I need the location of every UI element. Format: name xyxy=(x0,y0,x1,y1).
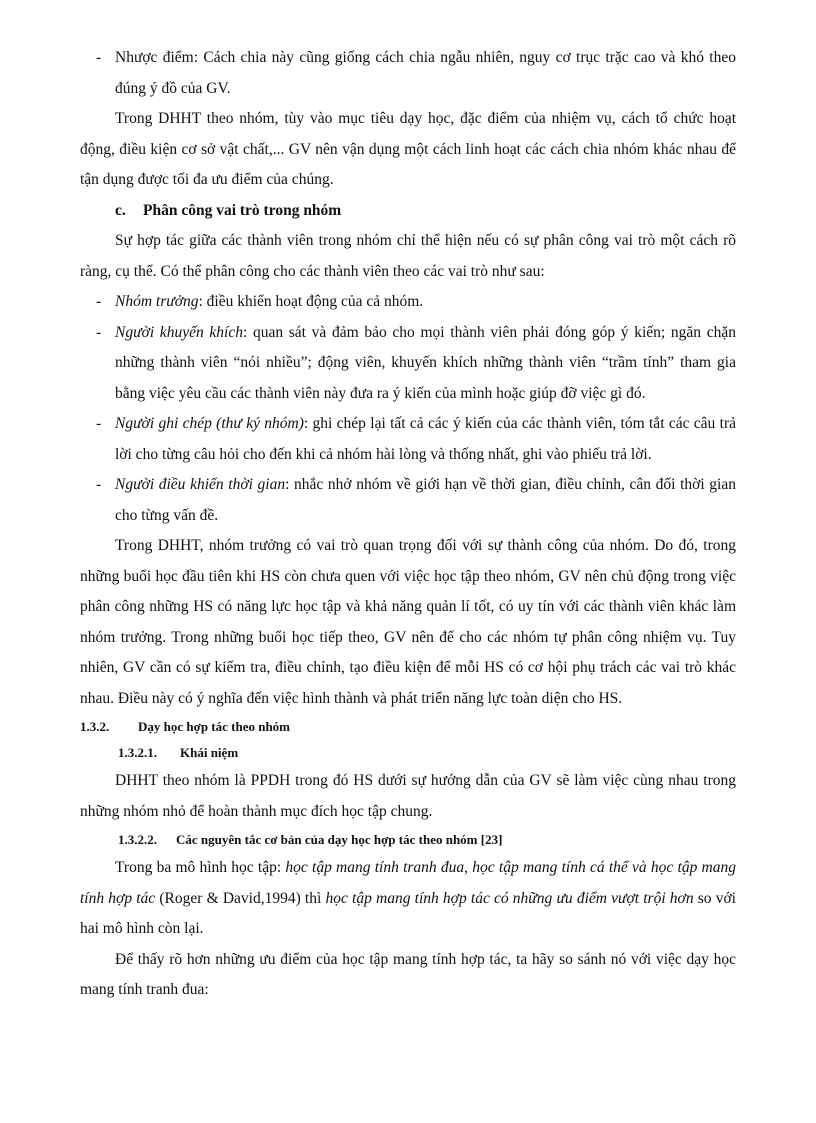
heading-1-3-2 xyxy=(80,714,736,740)
heading-title: Dạy học hợp tác theo nhóm xyxy=(138,719,291,734)
section-heading-c xyxy=(80,196,736,227)
bullet-dash: - xyxy=(96,323,102,341)
heading-number: 1.3.2.2. xyxy=(118,832,157,847)
role-item-leader xyxy=(80,287,736,318)
role-description: : ghi chép lại tất cả các ý kiến của các thành viên, tóm tắt các câu trả lời cho từng câu hỏi cho đến khi cả nhóm hài lòng và thống nhất, ghi vào phiếu trả lời. xyxy=(115,415,736,463)
heading-number: 1.3.2.1. xyxy=(118,745,157,760)
role-item-recorder xyxy=(80,409,736,470)
italic-run: học tập mang tính tranh đua, học tập mang tính cá thể và học tập mang tính hợp tác xyxy=(80,859,736,907)
text-run: so với hai mô hình còn lại. xyxy=(80,889,736,937)
role-description: : điều khiển hoạt động của cả nhóm. xyxy=(198,293,424,310)
role-name: Người khuyến khích xyxy=(115,323,243,341)
heading-title: Khái niệm xyxy=(180,745,239,760)
heading-1-3-2-1 xyxy=(80,740,736,766)
bullet-dash: - xyxy=(96,476,102,493)
bullet-dash: - xyxy=(96,293,102,310)
paragraph-group-leader: Trong DHHT, nhóm trưởng có vai trò quan trọng đối với sự thành công của nhóm. Do đó, trong những buổi học đầu tiên khi HS còn chưa quen với việc học tập theo nhóm, GV nên chủ động trong việc phân công những HS có năng lực học tập và khả năng quản lí tốt, có uy tín với các thành viên khác làm nhóm trưởng. Trong những buổi học tiếp theo, GV nên để cho các nhóm tự phân công nhiệm vụ. Tuy nhiên, GV cần có sự kiểm tra, điều chỉnh, tạo điều kiện để mỗi HS có cơ hội phụ trách các vai trò khác nhau. Điều này có ý nghĩa đến việc hình thành và phát triển năng lực toàn diện cho HS. xyxy=(80,537,736,707)
role-name: Nhóm trưởng xyxy=(115,293,199,310)
paragraph-group-division: Trong DHHT theo nhóm, tùy vào mục tiêu dạy học, đặc điểm của nhiệm vụ, cách tổ chức hoạt động, điều kiện cơ sở vật chất,... GV nên vận dụng một cách linh hoạt các cách chia nhóm khác nhau để tận dụng được tối đa ưu điểm của chúng. xyxy=(80,110,736,188)
heading-1-3-2-2 xyxy=(80,827,736,853)
role-description: : quan sát và đảm bảo cho mọi thành viên phải đóng góp ý kiến; ngăn chặn những thành viên “nói nhiều”; động viên, khuyến khích những thành viên “trầm tính” tham gia bằng việc yêu cầu các thành viên này đưa ra ý kiến của mình hoặc giúp đỡ việc gì đó. xyxy=(115,323,736,402)
paragraph-definition: DHHT theo nhóm là PPDH trong đó HS dưới sự hướng dẫn của GV sẽ làm việc cùng nhau trong những nhóm nhỏ để hoàn thành mục đích học tập chung. xyxy=(80,772,736,820)
text-run: Trong ba mô hình học tập: xyxy=(115,859,286,876)
bullet-dash: - xyxy=(96,415,102,432)
paragraph-role-assignment: Sự hợp tác giữa các thành viên trong nhóm chỉ thể hiện nếu có sự phân công vai trò một cách rõ ràng, cụ thể. Có thể phân công cho các thành viên theo các vai trò như sau: xyxy=(80,232,736,280)
italic-run: học tập mang tính hợp tác có những ưu điểm vượt trội hơn xyxy=(325,889,694,907)
paragraph-learning-models xyxy=(80,853,736,945)
section-title: Phân công vai trò trong nhóm xyxy=(143,201,342,219)
text-run: (Roger & David,1994) thì xyxy=(155,889,326,907)
role-name: Người ghi chép (thư ký nhóm) xyxy=(115,415,304,432)
document-page xyxy=(80,43,736,1006)
paragraph-comparison: Để thấy rõ hơn những ưu điểm của học tập mang tính hợp tác, ta hãy so sánh nó với việc dạy học mang tính tranh đua: xyxy=(80,950,736,998)
heading-number: 1.3.2. xyxy=(80,719,110,734)
section-marker: c. xyxy=(115,201,126,219)
bullet-dash: - xyxy=(96,49,102,66)
role-item-timekeeper xyxy=(80,470,736,531)
heading-title: Các nguyên tắc cơ bản của dạy học hợp tác theo nhóm [23] xyxy=(176,832,503,847)
role-description: : nhắc nhở nhóm về giới hạn về thời gian, điều chỉnh, cân đối thời gian cho từng vấn đề. xyxy=(115,476,736,524)
bullet-disadvantage xyxy=(80,43,736,104)
role-name: Người điều khiển thời gian xyxy=(115,476,286,493)
role-item-encourager xyxy=(80,318,736,410)
bullet-text: Nhược điểm: Cách chia này cũng giống cách chia ngẫu nhiên, nguy cơ trục trặc cao và khó theo đúng ý đồ của GV. xyxy=(115,49,736,97)
